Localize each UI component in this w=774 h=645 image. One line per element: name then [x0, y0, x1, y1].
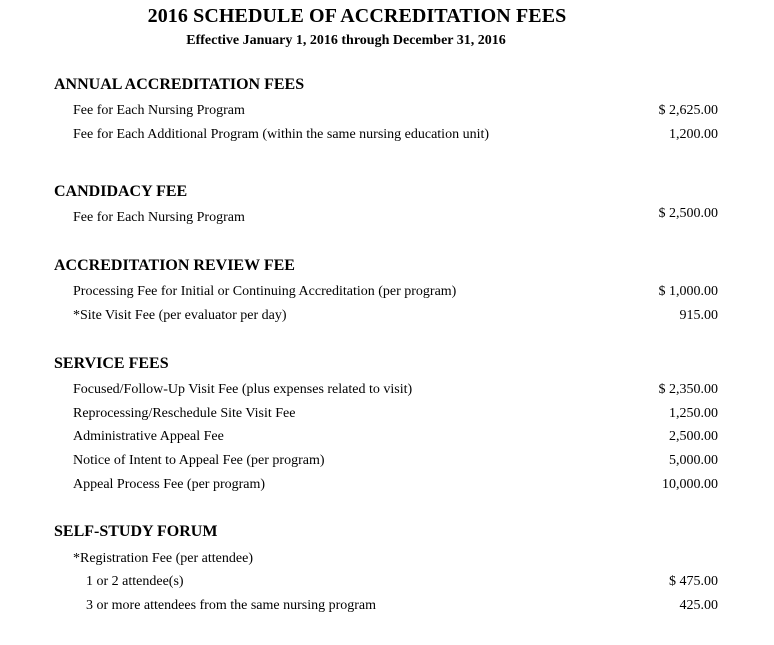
fee-row — [0, 429, 774, 447]
fee-amount: $ 1,000.00 — [658, 284, 718, 299]
fee-amount: $ 2,350.00 — [658, 382, 718, 397]
fee-amount: 915.00 — [679, 308, 718, 323]
fee-row — [0, 598, 774, 616]
fee-label: Notice of Intent to Appeal Fee (per program) — [73, 453, 325, 468]
fee-label: *Site Visit Fee (per evaluator per day) — [73, 308, 287, 323]
page-subtitle: Effective January 1, 2016 through December 31, 2016 — [186, 33, 506, 48]
fee-row — [0, 127, 774, 145]
fee-label: Fee for Each Nursing Program — [73, 103, 245, 118]
fee-label: Appeal Process Fee (per program) — [73, 477, 266, 492]
fee-amount: 425.00 — [679, 598, 718, 613]
fee-row — [0, 453, 774, 471]
fee-amount: 1,250.00 — [669, 406, 718, 421]
fee-amount: 5,000.00 — [669, 453, 718, 468]
section-heading-annual: ANNUAL ACCREDITATION FEES — [54, 76, 305, 93]
fee-label: Administrative Appeal Fee — [73, 429, 224, 444]
fee-label: Reprocessing/Reschedule Site Visit Fee — [73, 406, 296, 421]
section-heading-candidacy: CANDIDACY FEE — [54, 183, 188, 200]
fee-row — [0, 284, 774, 302]
fee-label: *Registration Fee (per attendee) — [73, 551, 253, 566]
fee-row — [0, 477, 774, 495]
fee-amount: 1,200.00 — [669, 127, 718, 142]
page-title: 2016 SCHEDULE OF ACCREDITATION FEES — [147, 5, 567, 27]
fee-label: 1 or 2 attendee(s) — [86, 574, 184, 589]
section-heading-service: SERVICE FEES — [54, 355, 169, 372]
fee-amount: 10,000.00 — [662, 477, 718, 492]
fee-amount: 2,500.00 — [669, 429, 718, 444]
fee-label: Fee for Each Nursing Program — [73, 210, 245, 225]
fee-row — [0, 382, 774, 400]
fee-label: Processing Fee for Initial or Continuing Accreditation (per program) — [73, 284, 457, 299]
fee-amount: $ 2,625.00 — [658, 103, 718, 118]
fee-row — [0, 103, 774, 121]
fee-row — [0, 574, 774, 592]
section-heading-forum: SELF-STUDY FORUM — [54, 523, 218, 540]
fee-row — [0, 308, 774, 326]
fee-label: Focused/Follow-Up Visit Fee (plus expenses related to visit) — [73, 382, 413, 397]
fee-row — [0, 551, 774, 569]
fee-amount: $ 475.00 — [669, 574, 718, 589]
section-heading-review: ACCREDITATION REVIEW FEE — [54, 257, 295, 274]
fee-amount: $ 2,500.00 — [658, 206, 718, 221]
fee-row — [0, 406, 774, 424]
fee-label: Fee for Each Additional Program (within the same nursing education unit) — [73, 127, 490, 142]
fee-row — [0, 210, 774, 228]
fee-label: 3 or more attendees from the same nursing program — [86, 598, 377, 613]
